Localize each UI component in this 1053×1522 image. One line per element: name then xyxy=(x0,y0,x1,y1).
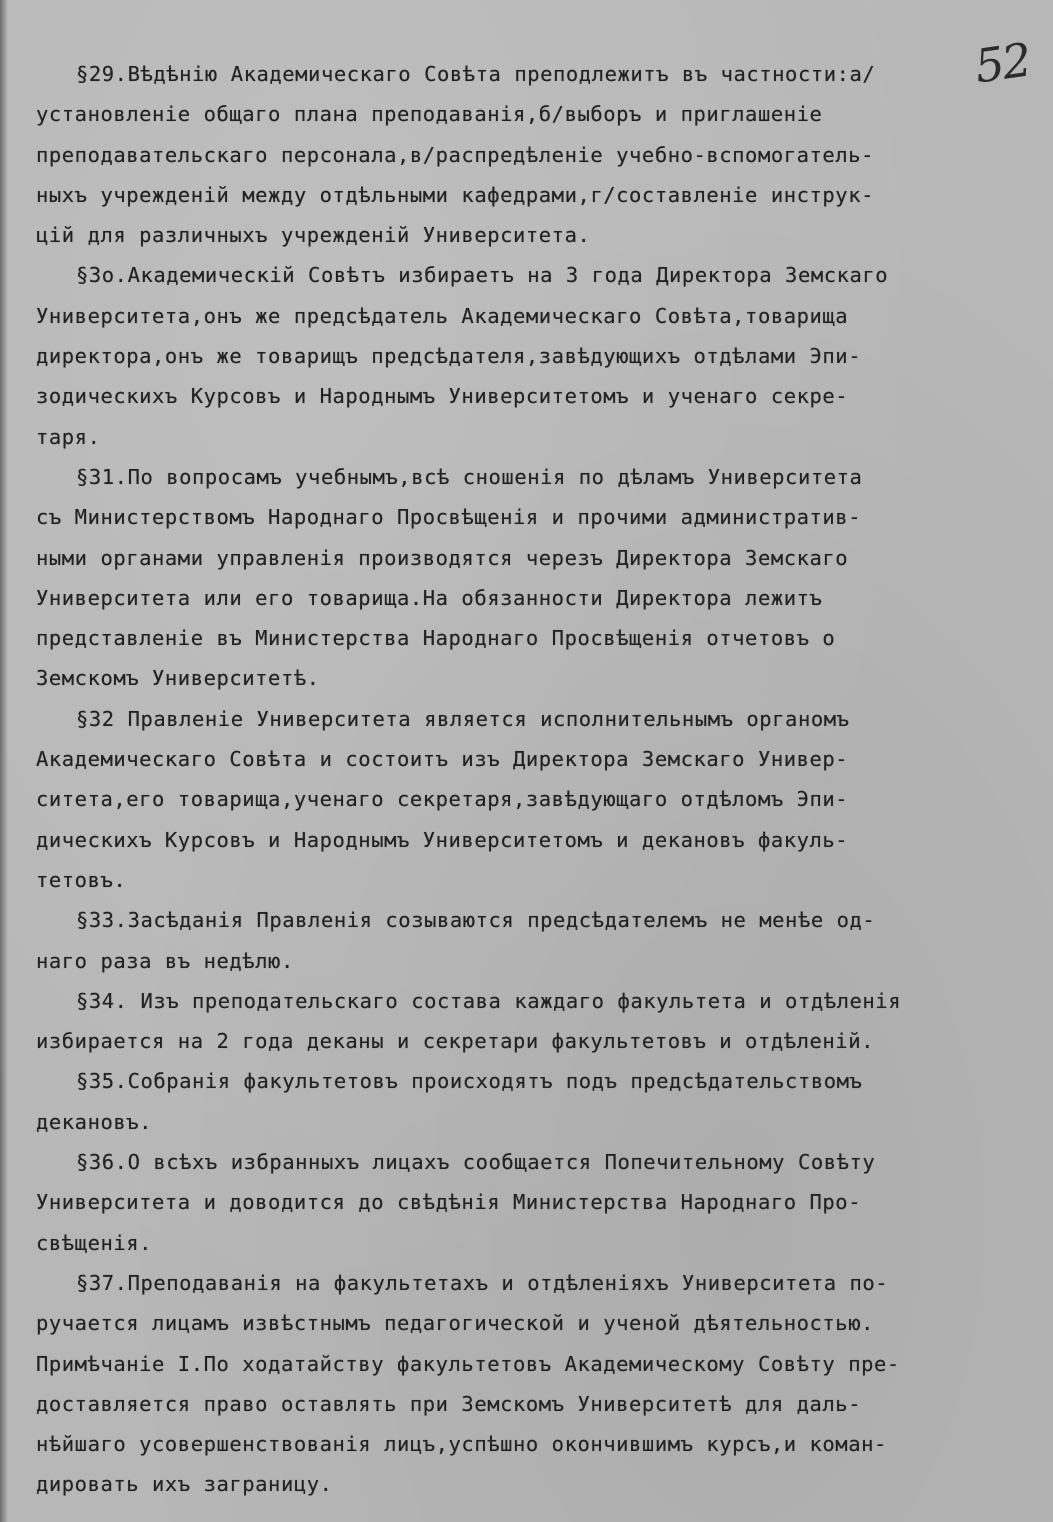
note-1-line-1: Примѣчаніе I.По ходатайству факультетовъ Академическому Совѣту пре- xyxy=(36,1351,900,1376)
paragraph-30-line-2: Университета,онъ же предсѣдатель Академическаго Совѣта,товарища xyxy=(36,303,849,328)
note-1-line-2: доставляется право оставлять при Земскомъ Университетѣ для даль- xyxy=(36,1391,862,1416)
paragraph-36-line-2: Университета и доводится до свѣдѣнія Министерства Народнаго Про- xyxy=(36,1190,862,1215)
paragraph-30-line-1: §3о.Академическій Совѣтъ избираетъ на 3 года Директора Земскаго xyxy=(76,263,889,288)
paragraph-31-line-3: ными органами управленія производятся черезъ Директора Земскаго xyxy=(36,545,849,570)
paragraph-37-line-1: §37.Преподаванія на факультетахъ и отдѣленіяхъ Университета по- xyxy=(76,1270,889,1295)
paragraph-34-line-2: избирается на 2 года деканы и секретари факультетовъ и отдѣленій. xyxy=(36,1029,874,1054)
typed-document-body xyxy=(36,54,936,1505)
paragraph-31-line-5: представленіе въ Министерства Народнаго Просвѣщенія отчетовъ о xyxy=(36,626,836,651)
paragraph-33-line-2: наго раза въ недѣлю. xyxy=(36,948,294,973)
paragraph-33-line-1: §33.Засѣданія Правленія созываются предсѣдателемъ не менѣе од- xyxy=(76,908,876,933)
paragraph-32-line-2: Академическаго Совѣта и состоитъ изъ Директора Земскаго Универ- xyxy=(36,747,849,772)
paragraph-30-line-5: таря. xyxy=(36,424,101,449)
paragraph-29-line-5: цій для различныхъ учрежденій Университета. xyxy=(36,223,591,248)
paragraph-31-line-6: Земскомъ Университетѣ. xyxy=(36,666,320,691)
note-1-line-3: нѣйшаго усовершенствованія лицъ,успѣшно окончившимъ курсъ,и коман- xyxy=(36,1432,887,1457)
paragraph-32-line-5: тетовъ. xyxy=(36,867,127,892)
paragraph-31-line-2: съ Министерствомъ Народнаго Просвѣщенія и прочими административ- xyxy=(36,505,862,530)
paragraph-32-line-1: §32 Правленіе Университета является исполнительнымъ органомъ xyxy=(76,706,850,731)
paragraph-32-line-3: ситета,его товарища,ученаго секретаря,завѣдующаго отдѣломъ Эпи- xyxy=(36,787,849,812)
paragraph-31-line-1: §31.По вопросамъ учебнымъ,всѣ сношенія по дѣламъ Университета xyxy=(76,464,863,489)
paragraph-34-line-1: §34. Изъ преподательскаго состава каждаго факультета и отдѣленія xyxy=(76,988,902,1013)
paragraph-29-line-3: преподавательскаго персонала,в/распредѣленіе учебно-вспомогатель- xyxy=(36,142,874,167)
note-1-line-4: дировать ихъ заграницу. xyxy=(36,1472,333,1497)
paragraph-29-line-1: §29.Вѣдѣнію Академическаго Совѣта преподлежитъ въ частности:а/ xyxy=(76,62,876,86)
paragraph-29-line-4: ныхъ учрежденій между отдѣльными кафедрами,г/составленіе инструк- xyxy=(36,182,874,207)
paragraph-37-line-2: ручается лицамъ извѣстнымъ педагогической и ученой дѣятельностью. xyxy=(36,1311,874,1336)
paragraph-36-line-1: §36.О всѣхъ избранныхъ лицахъ сообщается Попечительному Совѣту xyxy=(76,1150,876,1175)
page-edge-shadow xyxy=(0,0,8,1522)
page-number: 52 xyxy=(971,32,1034,94)
paragraph-35-line-1: §35.Собранія факультетовъ происходятъ подъ предсѣдательствомъ xyxy=(76,1069,863,1094)
paragraph-35-line-2: декановъ. xyxy=(36,1109,153,1134)
paragraph-32-line-4: дическихъ Курсовъ и Народнымъ Университетомъ и декановъ факуль- xyxy=(36,827,849,852)
paragraph-30-line-3: директора,онъ же товарищъ предсѣдателя,завѣдующихъ отдѣлами Эпи- xyxy=(36,344,862,369)
paragraph-30-line-4: зодическихъ Курсовъ и Народнымъ Университетомъ и ученаго секре- xyxy=(36,384,849,409)
paragraph-36-line-3: свѣщенія. xyxy=(36,1230,153,1255)
paragraph-31-line-4: Университета или его товарища.На обязанности Директора лежитъ xyxy=(36,585,823,610)
paragraph-29-line-2: установленіе общаго плана преподаванія,б/выборъ и приглашеніе xyxy=(36,102,823,127)
